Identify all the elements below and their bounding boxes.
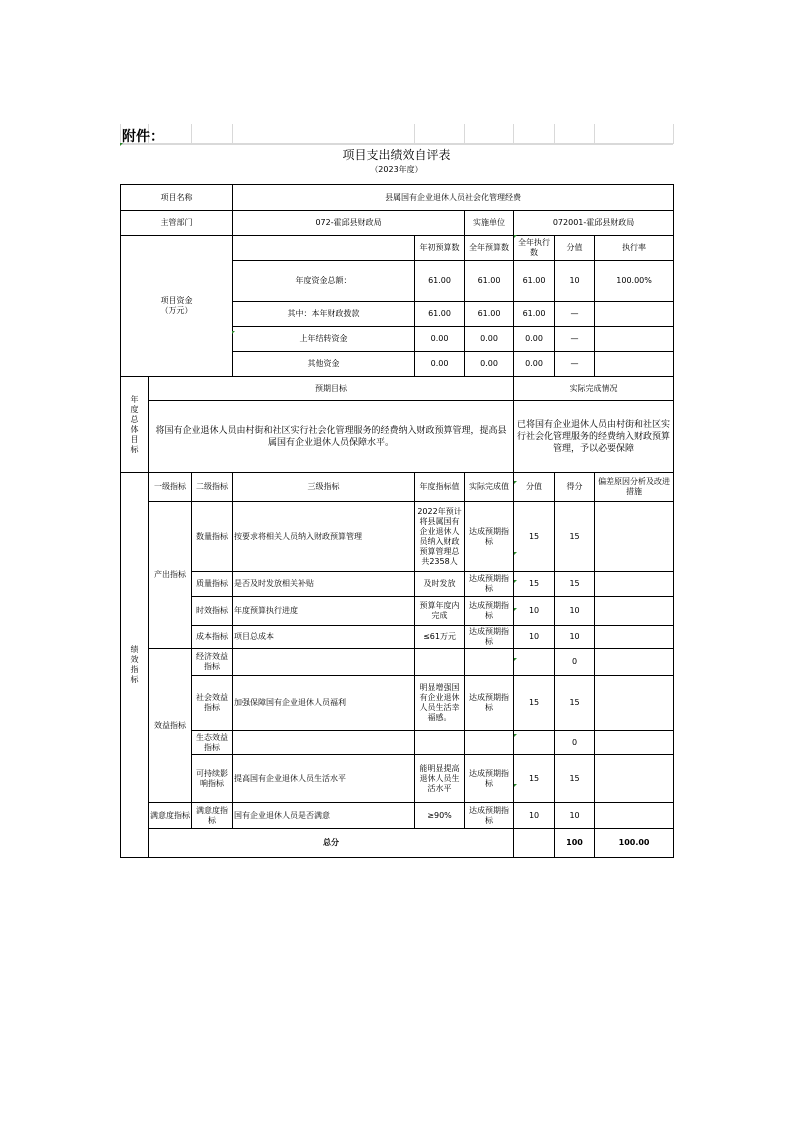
ind-score: 15 [555, 676, 595, 731]
ind-score: 10 [555, 597, 595, 626]
ind-score-value: 15 [514, 755, 555, 803]
ind-level2: 满意度指标 [192, 803, 233, 829]
cell-marker [514, 734, 517, 737]
funds-row-rate [595, 327, 674, 352]
ind-score-value: 15 [514, 572, 555, 597]
actual-goal-header: 实际完成情况 [514, 377, 674, 401]
indicators-label [121, 473, 149, 858]
indicator-row [121, 803, 674, 829]
funds-header-executed: 全年执行数 [514, 236, 555, 261]
total-label: 总分 [149, 829, 514, 858]
funds-row-name: 其他资金 [233, 352, 415, 377]
ind-target: 能明显提高退休人员生活水平 [415, 755, 465, 803]
funds-row-initial: 0.00 [415, 352, 465, 377]
ind-level3 [233, 649, 415, 676]
ind-actual: 达成预期指标 [465, 803, 514, 829]
funds-header-rate: 执行率 [595, 236, 674, 261]
ind-score-value: 15 [514, 676, 555, 731]
indicator-row [121, 649, 674, 676]
indicator-row [121, 755, 674, 803]
funds-label-text: 项目资金 （万元） [160, 296, 193, 315]
funds-row-annual: 0.00 [465, 352, 514, 377]
goals-row [121, 401, 674, 473]
ind-score-value: 10 [514, 626, 555, 649]
goals-label [121, 377, 149, 473]
total-row [121, 829, 674, 858]
funds-row-score-value: 10 [555, 261, 595, 302]
ind-level3: 项目总成本 [233, 626, 415, 649]
funds-row-executed: 61.00 [514, 261, 555, 302]
cell-marker [514, 580, 517, 583]
funds-header-annual: 全年预算数 [465, 236, 514, 261]
funds-row-annual: 61.00 [465, 302, 514, 327]
ind-target [415, 731, 465, 755]
actual-goal-text: 已将国有企业退休人员由村街和社区实行社会化管理服务的经费纳入财政预算管理，予以必要保障 [514, 401, 674, 473]
evaluation-table [120, 184, 674, 858]
funds-header-blank [233, 236, 415, 261]
ind-score-value: 10 [514, 597, 555, 626]
ind-deviation [595, 626, 674, 649]
funds-row-initial: 61.00 [415, 261, 465, 302]
attachment-label: 附件： [122, 129, 164, 145]
funds-row-name: 年度资金总额： [233, 261, 415, 302]
department-row [121, 211, 674, 236]
indicators-header-row [121, 473, 674, 502]
ind-header-score-value: 分值 [514, 473, 555, 502]
total-score: 100.00 [595, 829, 674, 858]
cell-marker [232, 331, 235, 334]
funds-row-name: 其中：本年财政拨款 [233, 302, 415, 327]
ind-actual: 达成预期指标 [465, 676, 514, 731]
ind-score-value [514, 731, 555, 755]
ind-level3: 提高国有企业退休人员生活水平 [233, 755, 415, 803]
cell-marker [514, 235, 517, 238]
ind-score-value [514, 649, 555, 676]
funds-row-name: 上年结转资金 [233, 327, 415, 352]
ind-target: ≤61万元 [415, 626, 465, 649]
funds-row-executed: 0.00 [514, 327, 555, 352]
ind-target: 2022年预计将县属国有企业退休人员纳入财政预算管理总共2358人 [415, 502, 465, 572]
ind-target: 及时发放 [415, 572, 465, 597]
cell-marker [514, 658, 517, 661]
ind-level2: 经济效益指标 [192, 649, 233, 676]
funds-row-initial: 61.00 [415, 302, 465, 327]
ind-level2: 时效指标 [192, 597, 233, 626]
ind-score-value: 15 [514, 502, 555, 572]
ind-header-actual: 实际完成值 [465, 473, 514, 502]
cell-marker [514, 481, 517, 484]
funds-row-executed: 0.00 [514, 352, 555, 377]
ind-actual [465, 649, 514, 676]
ind-header-level1: 一级指标 [149, 473, 192, 502]
indicator-row [121, 626, 674, 649]
cell-marker [514, 608, 517, 611]
ind-deviation [595, 755, 674, 803]
goals-label-text: 年度总体目标 [130, 394, 139, 454]
ind-level2: 可持续影响指标 [192, 755, 233, 803]
ind-score: 15 [555, 755, 595, 803]
ind-actual: 达成预期指标 [465, 755, 514, 803]
ind-score-value: 10 [514, 803, 555, 829]
ind-header-level3: 三级指标 [233, 473, 415, 502]
sheet-grid [120, 124, 673, 144]
benefit-indicator-label: 效益指标 [149, 649, 192, 803]
dept-label: 主管部门 [121, 211, 233, 236]
funds-row-initial: 0.00 [415, 327, 465, 352]
cell-marker [514, 784, 517, 787]
satisfaction-indicator-label: 满意度指标 [149, 803, 192, 829]
ind-header-target: 年度指标值 [415, 473, 465, 502]
indicator-row [121, 502, 674, 572]
funds-header-score-value: 分值 [555, 236, 595, 261]
ind-deviation [595, 572, 674, 597]
indicator-row [121, 731, 674, 755]
ind-level3 [233, 731, 415, 755]
page-title: 项目支出绩效自评表 [342, 148, 451, 162]
ind-actual [465, 731, 514, 755]
ind-actual: 达成预期指标 [465, 597, 514, 626]
ind-target: 明显增强国有企业退休人员生活幸福感。 [415, 676, 465, 731]
ind-deviation [595, 649, 674, 676]
indicators-label-text: 绩效指标 [130, 645, 139, 684]
funds-row-score-value: — [555, 302, 595, 327]
indicator-row [121, 597, 674, 626]
ind-actual: 达成预期指标 [465, 626, 514, 649]
ind-level2: 数量指标 [192, 502, 233, 572]
impl-label: 实施单位 [465, 211, 514, 236]
expected-goal-text: 将国有企业退休人员由村街和社区实行社会化管理服务的经费纳入财政预算管理，提高县属国有企业退休人员保障水平。 [149, 401, 514, 473]
funds-row-rate [595, 352, 674, 377]
ind-level3: 国有企业退休人员是否满意 [233, 803, 415, 829]
ind-header-score: 得分 [555, 473, 595, 502]
funds-row-rate: 100.00% [595, 261, 674, 302]
funds-header-initial: 年初预算数 [415, 236, 465, 261]
ind-deviation [595, 676, 674, 731]
project-name-row [121, 185, 674, 211]
funds-row-score-value: — [555, 352, 595, 377]
ind-level2: 生态效益指标 [192, 731, 233, 755]
ind-header-deviation: 偏差原因分析及改进措施 [595, 473, 674, 502]
ind-level3: 加强保障国有企业退休人员福利 [233, 676, 415, 731]
funds-row-rate [595, 302, 674, 327]
ind-level3: 年度预算执行进度 [233, 597, 415, 626]
ind-actual: 达成预期指标 [465, 502, 514, 572]
ind-level3: 按要求将相关人员纳入财政预算管理 [233, 502, 415, 572]
ind-level2: 社会效益指标 [192, 676, 233, 731]
ind-level2: 质量指标 [192, 572, 233, 597]
project-name-value: 县属国有企业退休人员社会化管理经费 [233, 185, 674, 211]
output-indicator-label: 产出指标 [149, 502, 192, 649]
funds-row-executed: 61.00 [514, 302, 555, 327]
ind-score: 0 [555, 731, 595, 755]
ind-actual: 达成预期指标 [465, 572, 514, 597]
ind-score: 15 [555, 502, 595, 572]
cell-marker [120, 143, 123, 146]
ind-deviation [595, 597, 674, 626]
ind-deviation [595, 803, 674, 829]
total-blank [514, 829, 555, 858]
project-name-label: 项目名称 [121, 185, 233, 211]
funds-row-annual: 61.00 [465, 261, 514, 302]
ind-level2: 成本指标 [192, 626, 233, 649]
ind-deviation [595, 502, 674, 572]
ind-target: 预算年度内完成 [415, 597, 465, 626]
goals-header-row [121, 377, 674, 401]
funds-label [121, 236, 233, 377]
ind-deviation [595, 731, 674, 755]
ind-score: 10 [555, 803, 595, 829]
ind-score: 10 [555, 626, 595, 649]
ind-header-level2: 二级指标 [192, 473, 233, 502]
funds-row-annual: 0.00 [465, 327, 514, 352]
funds-row-score-value: — [555, 327, 595, 352]
total-score-value: 100 [555, 829, 595, 858]
impl-value: 072001-霍邱县财政局 [514, 211, 674, 236]
expected-goal-header: 预期目标 [149, 377, 514, 401]
ind-target: ≥90% [415, 803, 465, 829]
cell-marker [514, 552, 517, 555]
ind-target [415, 649, 465, 676]
indicator-row [121, 676, 674, 731]
indicator-row [121, 572, 674, 597]
year-note: （2023年度） [370, 165, 423, 174]
ind-level3: 是否及时发放相关补贴 [233, 572, 415, 597]
dept-value: 072-霍邱县财政局 [233, 211, 465, 236]
ind-score: 0 [555, 649, 595, 676]
ind-score: 15 [555, 572, 595, 597]
funds-header-row [121, 236, 674, 261]
